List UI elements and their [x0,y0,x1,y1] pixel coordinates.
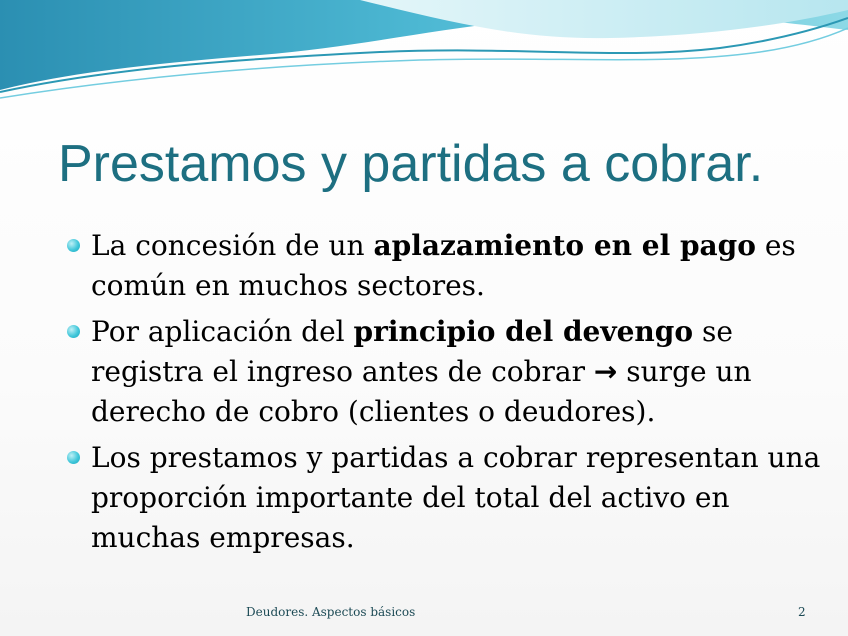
bullet-text: surge un derecho de cobro (clientes o deudores). [91,355,752,428]
footer-text: Deudores. Aspectos básicos [246,605,416,619]
bullet-item [64,226,824,306]
wave-decoration [0,0,848,110]
bullet-dot-icon [67,325,80,338]
bullet-text: Por aplicación del [91,315,354,348]
bullet-item [64,312,824,432]
bullet-bold-text: aplazamiento en el pago [373,229,756,262]
bullet-text: Los prestamos y partidas a cobrar representan una proporción importante del total del activo en muchas empresas. [91,441,821,554]
page-number: 2 [798,605,806,619]
bullet-text: La concesión de un [91,229,374,262]
bullet-text: se registra el ingreso antes de cobrar [91,315,733,388]
bullet-list [64,226,824,564]
bullet-text: es común en muchos sectores. [91,229,796,302]
bullet-dot-icon [67,239,80,252]
bullet-bold-text: principio del devengo [353,315,694,348]
bullet-item [64,438,824,558]
bullet-dot-icon [67,451,80,464]
slide-title: Prestamos y partidas a cobrar. [58,135,764,193]
arrow-right-icon: → [593,355,618,388]
